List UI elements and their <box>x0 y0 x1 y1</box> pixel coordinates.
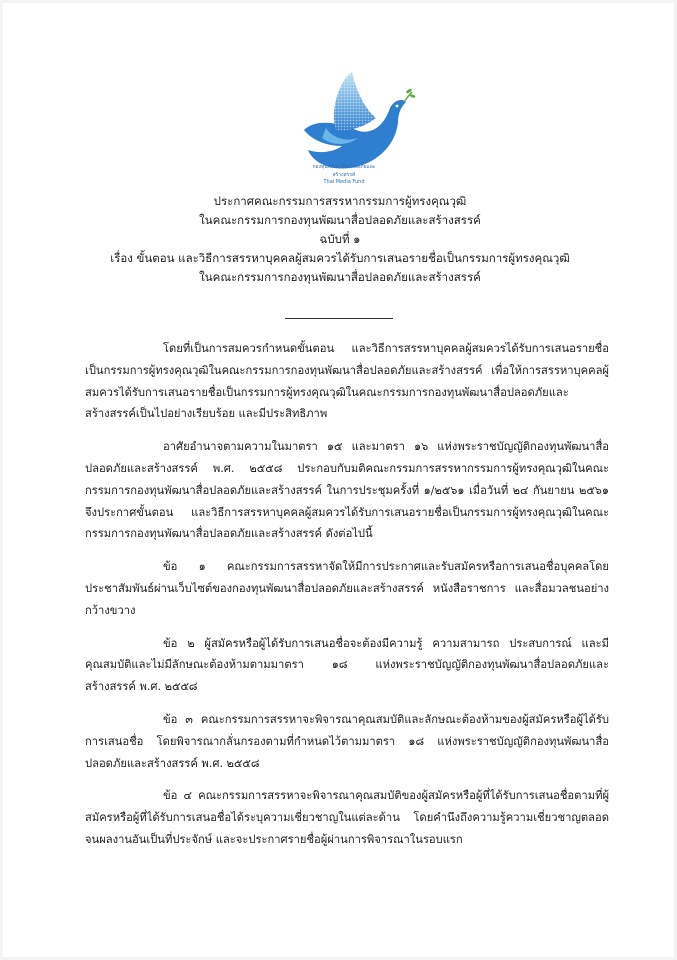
header-line-5: ในคณะกรรมการกองทุนพัฒนาสื่อปลอดภัยและสร้างสรรค์ <box>199 270 481 284</box>
announcement-header <box>60 192 620 287</box>
header-divider <box>285 318 393 319</box>
clause-4: ข้อ ๔ คณะกรรมการสรรหาจะพิจารณาคุณสมบัติของผู้สมัครหรือผู้ที่ได้รับการเสนอชื่อตามที่ผู้สมัครหรือผู้ที่ได้รับการเสนอชื่อได้ระบุความเชี่ยวชาญในแต่ละด้าน โดยคำนึงถึงความรู้ความเชี่ยวชาญตลอดจนผลงานอันเป็นที่ประจักษ์ และจะประกาศรายชื่อผู้ผ่านการพิจารณาในรอบแรก <box>85 789 609 846</box>
logo-caption-english: Thai Media Fund <box>323 179 365 185</box>
header-line-2: ในคณะกรรมการกองทุนพัฒนาสื่อปลอดภัยและสร้างสรรค์ <box>199 213 481 227</box>
paragraph-authority: อาศัยอำนาจตามความในมาตรา ๑๕ และมาตรา ๑๖ แห่งพระราชบัญญัติกองทุนพัฒนาสื่อปลอดภัยและสร้างสรรค์ พ.ศ. ๒๕๕๘ ประกอบกับมติคณะกรรมการสรรหากรรมการผู้ทรงคุณวุฒิในคณะกรรมการกองทุนพัฒนาสื่อปลอดภัยและสร้างสรรค์ ในการประชุมครั้งที่ ๑/๒๕๖๑ เมื่อวันที่ ๒๔ กันยายน ๒๕๖๑ จึงประกาศขั้นตอน และวิธีการสรรหาบุคคลผู้สมควรได้รับการเสนอรายชื่อเป็นกรรมการผู้ทรงคุณวุฒิในคณะกรรมการกองทุนพัฒนาสื่อปลอดภัยและสร้างสรรค์ ดังต่อไปนี้ <box>85 440 609 541</box>
clause-2: ข้อ ๒ ผู้สมัครหรือผู้ได้รับการเสนอชื่อจะต้องมีความรู้ ความสามารถ ประสบการณ์ และมีคุณสมบัติและไม่มีลักษณะต้องห้ามตามมาตรา ๑๘ แห่งพระราชบัญญัติกองทุนพัฒนาสื่อปลอดภัยและสร้างสรรค์ พ.ศ. ๒๕๕๘ <box>85 636 609 694</box>
header-line-1: ประกาศคณะกรรมการสรรหากรรมการผู้ทรงคุณวุฒิ <box>213 194 467 208</box>
clause-3: ข้อ ๓ คณะกรรมการสรรหาจะพิจารณาคุณสมบัติและลักษณะต้องห้ามของผู้สมัครหรือผู้ได้รับการเสนอชื่อ โดยพิจารณากลั่นกรองตามที่กำหนดไว้ตามมาตรา ๑๘ แห่งพระราชบัญญัติกองทุนพัฒนาสื่อปลอดภัยและสร้างสรรค์ พ.ศ. ๒๕๕๘ <box>85 712 609 770</box>
header-line-3: ฉบับที่ ๑ <box>319 232 361 246</box>
clause-1: ข้อ ๑ คณะกรรมการสรรหาจัดให้มีการประกาศและรับสมัครหรือการเสนอชื่อบุคคลโดยประชาสัมพันธ์ผ่านเว็บไซต์ของกองทุนพัฒนาสื่อปลอดภัยและสร้างสรรค์ หนังสือราชการ และสื่อมวลชนอย่างกว้างขวาง <box>85 560 609 617</box>
header-line-4: เรื่อง ขั้นตอน และวิธีการสรรหาบุคคลผู้สมควรได้รับการเสนอรายชื่อเป็นกรรมการผู้ทรงคุณวุฒิ <box>110 251 570 265</box>
announcement-body <box>85 338 609 862</box>
paragraph-preamble: โดยที่เป็นการสมควรกำหนดขั้นตอน และวิธีการสรรหาบุคคลผู้สมควรได้รับการเสนอรายชื่อเป็นกรรมการผู้ทรงคุณวุฒิในคณะกรรมการกองทุนพัฒนาสื่อปลอดภัยและสร้างสรรค์ เพื่อให้การสรรหาบุคคลผู้สมควรได้รับการเสนอรายชื่อเป็นกรรมการผู้ทรงคุณวุฒิในคณะกรรมการกองทุนพัฒนาสื่อปลอดภัยและสร้างสรรค์เป็นไปอย่างเรียบร้อย และมีประสิทธิภาพ <box>85 342 609 421</box>
logo-caption-thai: กองทุนพัฒนาสื่อปลอดภัยและสร้างสรรค์ <box>312 164 376 178</box>
logo-caption <box>304 163 384 185</box>
